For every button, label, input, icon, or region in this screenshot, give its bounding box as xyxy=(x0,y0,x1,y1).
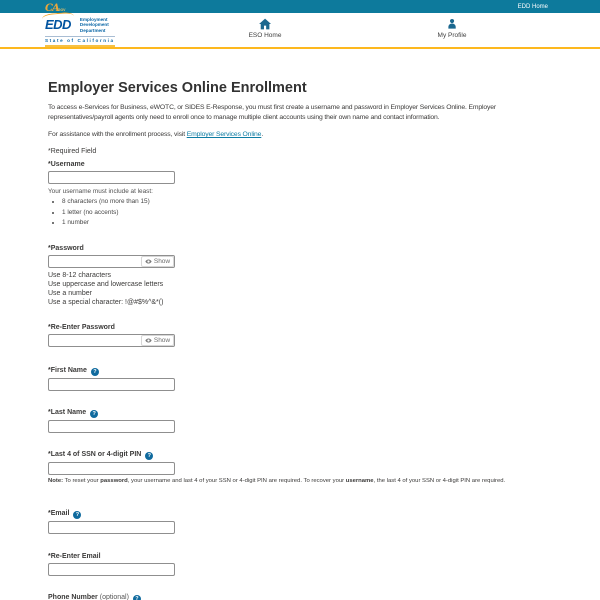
password-input-wrap xyxy=(48,255,175,268)
help-icon[interactable]: ? xyxy=(90,410,98,418)
username-rules-intro: Your username must include at least: xyxy=(48,187,153,195)
phone-field-group xyxy=(48,594,555,600)
username-rules-list xyxy=(48,198,555,226)
first-name-field-group xyxy=(48,367,555,391)
email-field-group xyxy=(48,510,555,534)
ssn-pin-input[interactable] xyxy=(48,462,175,475)
last-name-field-group xyxy=(48,409,555,433)
password-rules: Use 8-12 characters Use uppercase and lowercase letters Use a number Use a special character: !@#$%^&*() xyxy=(48,272,164,306)
edd-home-link[interactable]: EDD Home xyxy=(517,3,548,10)
ca-gov-logo-ca: CA xyxy=(45,2,59,14)
nav-my-profile[interactable] xyxy=(438,18,467,39)
username-rule: • 1 letter (no accents) xyxy=(62,209,555,216)
phone-label: Phone Number (optional) ? xyxy=(48,594,555,600)
username-rule: • 8 characters (no more than 15) xyxy=(62,198,555,205)
reenter-password-field-group xyxy=(48,324,555,347)
username-rule: • 1 number xyxy=(62,219,555,226)
page-title: Employer Services Online Enrollment xyxy=(48,80,307,96)
ssn-pin-field-group xyxy=(48,451,555,485)
help-icon[interactable]: ? xyxy=(91,368,99,376)
ca-gov-logo-gov: GOV xyxy=(57,7,66,12)
main-content xyxy=(0,80,600,600)
nav-eso-home[interactable] xyxy=(249,18,282,39)
reenter-email-input[interactable] xyxy=(48,563,175,576)
intro-text: To access e-Services for Business, eWOTC, or SIDES E-Response, you must first create a username and password in Employer Services Online. Employer representatives/payroll agents only need to enroll once to manage multiple client accounts using their own name and contact information. xyxy=(48,104,497,121)
edd-logo[interactable] xyxy=(45,16,115,47)
edd-logo-text: Employment Development Department xyxy=(79,16,109,33)
eye-icon xyxy=(145,337,152,344)
password-label: *Password xyxy=(48,245,84,252)
username-input[interactable] xyxy=(48,171,175,184)
username-label: *Username xyxy=(48,160,85,168)
eye-icon xyxy=(145,258,152,265)
help-icon[interactable]: ? xyxy=(145,452,153,460)
utility-bar xyxy=(0,0,600,13)
edd-acronym: EDD xyxy=(45,17,71,32)
last-name-label: *Last Name ? xyxy=(48,409,555,418)
reenter-email-field-group xyxy=(48,553,555,576)
email-label: *Email ? xyxy=(48,510,555,519)
show-password-button[interactable]: Show xyxy=(141,256,174,267)
nav-my-profile-label: My Profile xyxy=(437,32,467,39)
nav-eso-home-label: ESO Home xyxy=(248,32,282,39)
last-name-input[interactable] xyxy=(48,420,175,433)
first-name-input[interactable] xyxy=(48,378,175,391)
ssn-pin-note: Note: To reset your password, your username and last 4 of your SSN or 4-digit PIN are required. To recover your username, the last 4 of your SSN or 4-digit PIN are required. xyxy=(48,478,506,484)
username-field-group xyxy=(48,161,555,227)
ssn-pin-label: *Last 4 of SSN or 4-digit PIN ? xyxy=(48,451,555,460)
password-field-group xyxy=(48,245,555,307)
edd-acronym-wrap xyxy=(45,16,77,34)
first-name-label: *First Name ? xyxy=(48,367,555,376)
site-header xyxy=(0,13,600,47)
email-input[interactable] xyxy=(48,521,175,534)
profile-icon xyxy=(447,18,458,30)
required-field-note: *Required Field xyxy=(48,148,97,155)
reenter-email-label: *Re-Enter Email xyxy=(48,553,101,560)
show-reenter-password-button[interactable]: Show xyxy=(141,335,174,346)
edd-logo-tagline: State of California xyxy=(45,36,115,47)
employer-services-online-link[interactable]: Employer Services Online xyxy=(186,131,262,138)
help-icon[interactable]: ? xyxy=(73,511,81,519)
reenter-password-input-wrap xyxy=(48,334,175,347)
help-icon[interactable]: ? xyxy=(133,595,141,600)
home-icon xyxy=(259,18,272,30)
gold-divider xyxy=(0,47,600,49)
reenter-password-label: *Re-Enter Password xyxy=(48,324,115,331)
assistance-text: For assistance with the enrollment process, visit Employer Services Online. xyxy=(48,131,264,138)
